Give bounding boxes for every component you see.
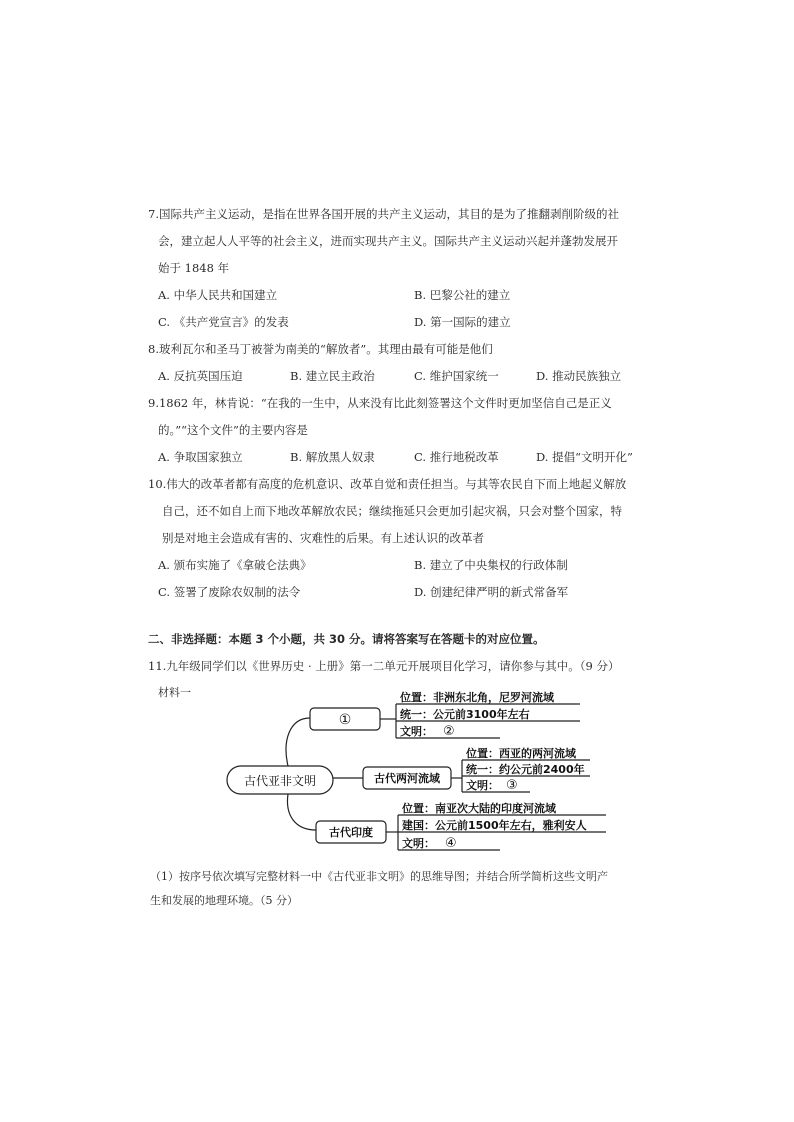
q10-stem-line1: 10.伟大的改革者都有高度的危机意识、改革自觉和责任担当。与其等农民自下而上地起义解放 <box>148 477 627 491</box>
mindmap-branch3-line1: 位置：南亚次大陆的印度河流域 <box>402 802 556 815</box>
mindmap-branch3-box <box>316 821 386 843</box>
q7-stem-line3: 始于 1848 年 <box>158 261 230 275</box>
mindmap-branch1-blank: ② <box>443 724 455 739</box>
mindmap-branch2-box-text: 古代两河流域 <box>374 772 440 785</box>
mindmap-branch1-line3-label: 文明： <box>400 725 433 738</box>
q8-option-b: B. 建立民主政治 <box>290 369 375 383</box>
q7-option-b: B. 巴黎公社的建立 <box>414 288 511 302</box>
mindmap-branch1-line1: 位置：非洲东北角，尼罗河流域 <box>400 691 554 704</box>
q9-stem-line2: 的。”“这个文件”的主要内容是 <box>158 423 308 437</box>
mindmap-branch3-box-text: 古代印度 <box>329 826 373 839</box>
mindmap-branch2-line2: 统一：约公元前2400年 <box>466 763 585 776</box>
q11-material-label: 材料一 <box>158 686 191 699</box>
q9-option-b: B. 解放黑人奴隶 <box>290 450 375 464</box>
q8-option-d: D. 推动民族独立 <box>536 369 622 383</box>
q9-stem-line1: 9.1862 年，林肯说：“在我的一生中，从来没有比此刻签署这个文件时更加坚信自己是正义 <box>148 396 612 410</box>
mindmap-connector-1 <box>286 718 310 766</box>
mindmap-branch3-line3-label: 文明： <box>402 837 435 850</box>
q7-option-c: C. 《共产党宣言》的发表 <box>158 315 289 329</box>
mindmap-branch1-box-text: ① <box>338 712 352 728</box>
mindmap-branch3-blank: ④ <box>445 836 457 851</box>
mindmap-branch1-line2: 统一：公元前3100年左右 <box>400 708 530 721</box>
q9-option-d: D. 提倡“文明开化” <box>536 450 633 464</box>
q7-option-d: D. 第一国际的建立 <box>414 315 511 329</box>
q10-option-d: D. 创建纪律严明的新式常备军 <box>414 585 569 599</box>
q7-option-a: A. 中华人民共和国建立 <box>158 288 278 302</box>
q11-stem: 11.九年级同学们以《世界历史 · 上册》第一二单元开展项目化学习，请你参与其中。（9 分） <box>148 659 620 673</box>
q10-option-b: B. 建立了中央集权的行政体制 <box>414 558 568 572</box>
q7-stem-line1: 7.国际共产主义运动，是指在世界各国开展的共产主义运动，其目的是为了推翻剥削阶级的社 <box>148 207 619 221</box>
q11-sub1-line1: （1）按序号依次填写完整材料一中《古代亚非文明》的思维导图；并结合所学简析这些文明产 <box>150 870 608 883</box>
mindmap-branch1-box <box>310 708 380 730</box>
q8-stem: 8.玻利瓦尔和圣马丁被誉为南美的“解放者”。其理由最有可能是他们 <box>148 342 493 356</box>
q10-stem-line2: 自己，还不如自上而下地改革解放农民；继续拖延只会更加引起灾祸，只会对整个国家，特 <box>162 504 622 518</box>
q8-option-c: C. 维护国家统一 <box>414 369 499 383</box>
mindmap-center-text: 古代亚非文明 <box>243 774 317 788</box>
mindmap-branch2-box <box>363 767 451 789</box>
mindmap-connector-3 <box>287 794 316 830</box>
mindmap-branch3-line2: 建国：公元前1500年左右，雅利安人 <box>402 819 587 832</box>
section2-heading: 二、非选择题：本题 3 个小题，共 30 分。请将答案写在答题卡的对应位置。 <box>148 632 545 646</box>
q9-option-a: A. 争取国家独立 <box>158 450 243 464</box>
q8-option-a: A. 反抗英国压迫 <box>158 369 243 383</box>
q9-option-c: C. 推行地税改革 <box>414 450 499 464</box>
mindmap-branch2-line1: 位置：西亚的两河流域 <box>466 747 576 760</box>
mindmap-center-box <box>227 766 333 794</box>
mindmap-branch2-blank: ③ <box>506 778 518 793</box>
q11-sub1-line2: 生和发展的地理环境。（5 分） <box>150 894 298 907</box>
q10-option-c: C. 签署了废除农奴制的法令 <box>158 585 301 599</box>
q10-option-a: A. 颁布实施了《拿破仑法典》 <box>158 558 312 572</box>
mindmap-branch2-line3-label: 文明： <box>466 779 499 792</box>
q7-stem-line2: 会，建立起人人平等的社会主义，进而实现共产主义。国际共产主义运动兴起并蓬勃发展开 <box>158 234 618 248</box>
q10-stem-line3: 别是对地主会造成有害的、灾难性的后果。有上述认识的改革者 <box>162 531 484 545</box>
